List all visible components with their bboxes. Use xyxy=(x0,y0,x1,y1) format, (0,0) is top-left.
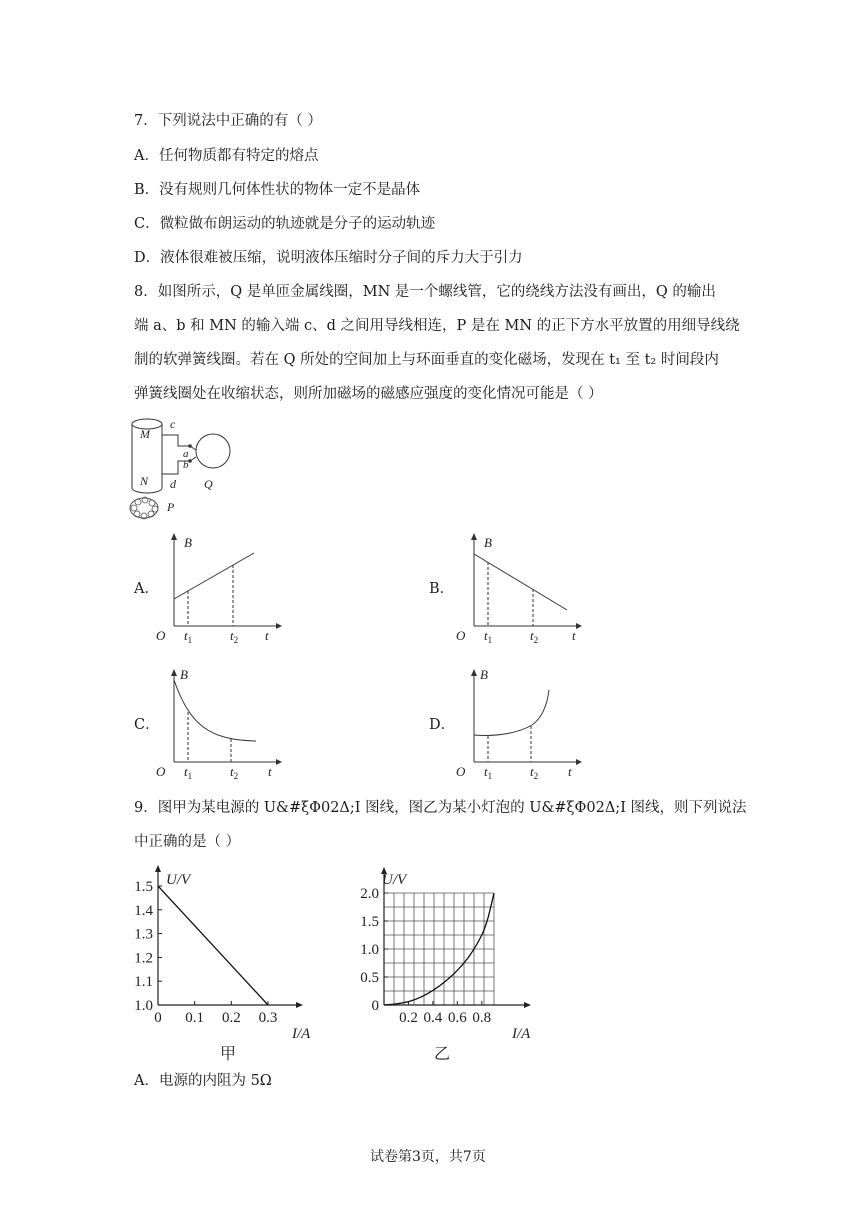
label-d: d xyxy=(170,477,176,491)
q8-option-c-label: C． xyxy=(134,717,160,733)
q7-option-d: D．液体很难被压缩，说明液体压缩时分子间的斥力大于引力 xyxy=(134,250,523,266)
q8-option-d-label: D． xyxy=(429,717,456,733)
x-tick-label: 0.4 xyxy=(423,1010,443,1026)
graph-a-origin: O xyxy=(156,628,166,643)
q9-line-2: 中正确的是（ ） xyxy=(134,834,241,850)
q8-line-1: 8．如图所示，Q 是单匝金属线圈，MN 是一个螺线管，它的绕线方法没有画出，Q 的输出 xyxy=(134,284,716,300)
x-tick-label: 0.2 xyxy=(399,1010,418,1026)
y-tick-label: 0.5 xyxy=(360,970,379,986)
svg-text:t1 xyxy=(484,628,492,645)
q8-line-3: 制的软弹簧线圈。若在 Q 所处的空间加上与环面垂直的变化磁场，发现在 t₁ 至 t₂ 时间段内 xyxy=(134,352,719,368)
label-c: c xyxy=(170,417,176,431)
graph-c-origin: O xyxy=(156,764,166,779)
q8-line-4: 弹簧线圈处在收缩状态，则所加磁场的磁感应强度的变化情况可能是（ ） xyxy=(134,386,603,402)
svg-text:t1 xyxy=(184,764,192,781)
chart-jia-xlabel: I/A xyxy=(292,1026,311,1042)
graph-b-x-label: t xyxy=(572,628,576,643)
y-tick-label: 1.4 xyxy=(134,902,153,919)
q8-option-a-label: A． xyxy=(134,581,159,597)
q8-line-2: 端 a、b 和 MN 的输入端 c、d 之间用导线相连，P 是在 MN 的正下方水平放置的用细导线绕 xyxy=(134,318,740,334)
chart-jia-ylabel-text: U/V xyxy=(166,872,191,888)
graph-b xyxy=(450,530,590,645)
x-axis-arrow xyxy=(524,1002,531,1008)
label-M: M xyxy=(140,427,150,441)
graph-c-y-label: B xyxy=(180,667,188,682)
graph-d-t2-base: t xyxy=(530,764,534,779)
q9-line-1: 9．图甲为某电源的 U&#ξΦ02Δ;I 图线，图乙为某小灯泡的 U&#ξΦ02Δ;I 图线，则下列说法 xyxy=(134,800,747,816)
graph-b-y-label: B xyxy=(484,535,492,550)
y-tick-label: 1.1 xyxy=(134,974,153,991)
y-axis-arrow xyxy=(155,865,161,872)
graph-c-t1-sub: 1 xyxy=(187,771,193,781)
q9-option-a: A．电源的内阻为 5Ω xyxy=(134,1073,272,1089)
x-tick-label: 0 xyxy=(154,1010,162,1026)
x-tick-label: 0.6 xyxy=(447,1010,467,1026)
svg-text:t2 xyxy=(230,764,238,781)
label-P: P xyxy=(167,500,175,514)
graph-b-t1-base: t xyxy=(484,628,488,643)
graph-a-t1-sub: 1 xyxy=(187,635,193,645)
graph-a-t2-sub: 2 xyxy=(233,635,239,645)
chart-yi xyxy=(340,862,550,1062)
chart-jia-caption: 甲 xyxy=(220,1046,237,1062)
y-tick-label: 1.5 xyxy=(134,879,153,895)
x-tick-label: 0.2 xyxy=(221,1010,241,1026)
y-tick-label: 1.5 xyxy=(360,914,379,930)
q7-option-b: B．没有规则几何体性状的物体一定不是晶体 xyxy=(134,182,421,198)
x-tick-label: 0.3 xyxy=(258,1010,278,1026)
graph-c xyxy=(150,666,290,781)
label-Q: Q xyxy=(204,477,213,491)
chart-yi-caption: 乙 xyxy=(434,1046,451,1062)
graph-d-origin: O xyxy=(456,764,466,779)
graph-a-t2-base: t xyxy=(230,628,234,643)
graph-d xyxy=(450,666,590,781)
graph-c-t2-sub: 2 xyxy=(233,771,239,781)
q8-option-b-label: B． xyxy=(429,581,455,597)
q7-option-a: A．任何物质都有特定的熔点 xyxy=(134,148,319,164)
graph-b-t1-sub: 1 xyxy=(487,635,493,645)
graph-d-t1-base: t xyxy=(484,764,488,779)
graph-a xyxy=(150,530,290,645)
x-tick-label: 0.1 xyxy=(185,1010,205,1026)
graph-a-y-label: B xyxy=(184,535,192,550)
graph-d-t1-sub: 1 xyxy=(487,771,493,781)
graph-c-t2-base: t xyxy=(230,764,234,779)
chart-jia xyxy=(120,862,330,1062)
graph-c-x-label: t xyxy=(268,764,272,779)
svg-text:t2 xyxy=(230,628,238,645)
chart-yi-ylabel: U/V xyxy=(382,872,407,888)
svg-text:t1 xyxy=(184,628,192,645)
y-tick-label: 1.2 xyxy=(134,950,153,967)
y-tick-label: 1.0 xyxy=(134,998,153,1014)
label-N: N xyxy=(140,474,149,488)
spring-coil-p xyxy=(126,494,186,522)
graph-a-t1-base: t xyxy=(184,628,188,643)
label-a: a xyxy=(183,448,189,460)
x-tick-label: 0.8 xyxy=(472,1010,492,1026)
y-tick-label: 2.0 xyxy=(360,886,379,902)
graph-a-x-label: t xyxy=(265,628,269,643)
chart-jia-ylabel xyxy=(166,872,192,888)
series-line xyxy=(158,886,268,1005)
graph-b-t2-sub: 2 xyxy=(533,635,539,645)
svg-text:t2 xyxy=(530,764,538,781)
page-footer: 试卷第3页，共7页 xyxy=(370,1149,486,1165)
chart-yi-xlabel: I/A xyxy=(512,1026,531,1042)
graph-b-t2-base: t xyxy=(530,628,534,643)
label-b: b xyxy=(183,459,189,471)
y-tick-label: 0 xyxy=(371,998,379,1014)
graph-c-t1-base: t xyxy=(184,764,188,779)
graph-d-t2-sub: 2 xyxy=(533,771,539,781)
graph-d-y-label: B xyxy=(480,667,488,682)
q7-option-c: C．微粒做布朗运动的轨迹就是分子的运动轨迹 xyxy=(134,216,436,232)
y-tick-label: 1.0 xyxy=(360,942,379,958)
x-axis-arrow xyxy=(296,1002,303,1008)
y-tick-label: 1.3 xyxy=(134,926,153,943)
q7-stem: 7．下列说法中正确的有（ ） xyxy=(134,113,322,129)
svg-text:t2 xyxy=(530,628,538,645)
svg-text:t1 xyxy=(484,764,492,781)
graph-b-origin: O xyxy=(456,628,466,643)
graph-d-x-label: t xyxy=(568,764,572,779)
